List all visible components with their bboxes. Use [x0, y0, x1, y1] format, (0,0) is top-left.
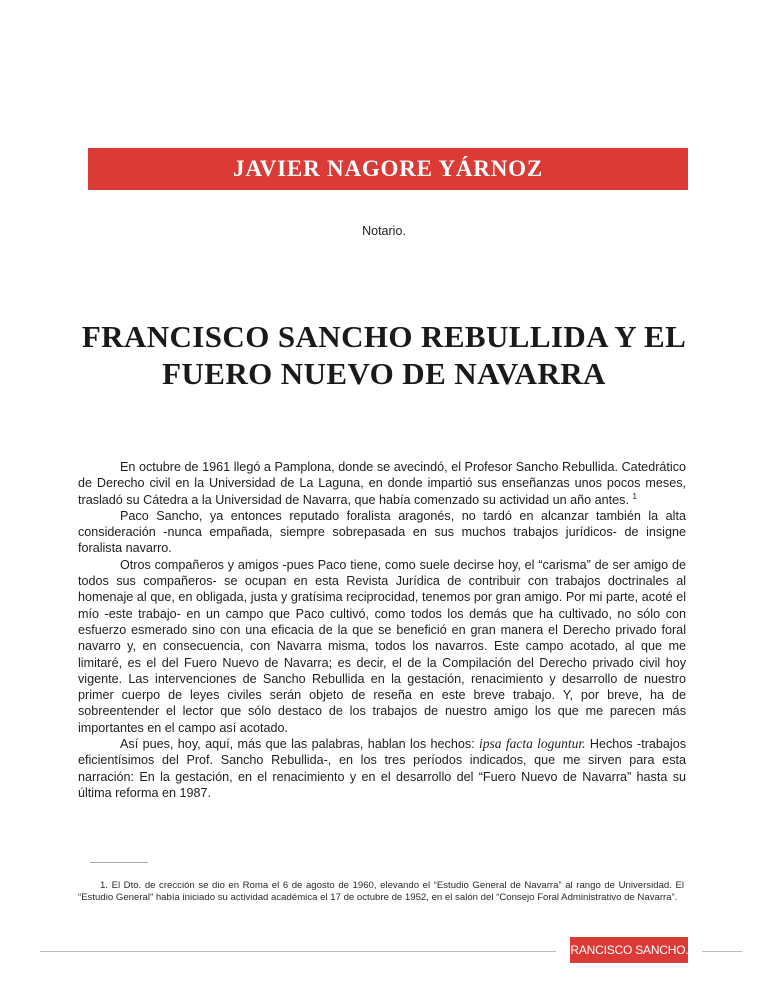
article-title — [70, 318, 698, 392]
bottom-rule-right — [702, 951, 742, 952]
footnote: 1. El Dto. de crección se dio en Roma el 6 de agosto de 1960, elevando el “Estudio General de Navarra” al rango de Universidad. El “Estudio General” había iniciado su actividad académica el 17 de octubre de 1952, en el salón del “Consejo Foral Administrativo de Navarra”. — [78, 880, 684, 903]
running-head: FRANCISCO SANCHO... — [563, 943, 695, 957]
bottom-rule-left — [40, 951, 556, 952]
article-body — [78, 459, 686, 801]
paragraph-3: Otros compañeros y amigos -pues Paco tiene, como suele decirse hoy, el “carisma” de ser amigo de todos sus compañeros- se ocupan en esta Revista Jurídica de contribuir con trabajos doctrinales al homenaje al que, en obligada, justa y gratísima reciprocidad, tenemos por gran amigo. Por mi parte, acoté el mío -este trabajo- en un campo que Paco cultivó, como todos los demás que ha cultivado, no sólo con esfuerzo esmerado sino con una eficacia de la que se benefició en gran manera el Derecho privado foral navarro y, en consecuencia, con Navarra misma, todos los navarros. Este campo acotado, al que me limitaré, es el del Fuero Nuevo de Navarra; es decir, el de la Compilación del Derecho privado civil hoy vigente. Las intervenciones de Sancho Rebullida en la gestación, renacimiento y desarrollo de nuestro primer cuerpo de leyes civiles serán objeto de reseña en este breve trabajo. Y, por breve, ha de sobreentender el lector que sólo destaco de los trabajos de nuestro amigo los que me parecen más importantes en el campo así acotado. — [78, 557, 686, 735]
paragraph-2: Paco Sancho, ya entonces reputado foralista aragonés, no tardó en alcanzar también la alta consideración -nunca empañada, siempre sobrepasada en sus muchos trabajos jurídicos- de insigne foralista navarro. — [78, 508, 686, 556]
author-banner — [88, 148, 688, 190]
paragraph-4-text: Hechos -trabajos eficientísimos del Prof. Sancho Rebullida-, en los tres períodos indicados, que me sirven para esta narración: En la gestación, en el renacimiento y en el desarrollo del “Fuero Nuevo de Navarra” hasta su última reforma en 1987. — [78, 737, 687, 800]
author-name: JAVIER NAGORE YÁRNOZ — [233, 156, 543, 181]
latin-phrase: ipsa facta loguntur. — [479, 736, 586, 752]
running-head-badge — [563, 937, 695, 963]
paragraph-4-lead: Así pues, hoy, aquí, más que las palabras, hablan los hechos: — [120, 737, 475, 752]
paragraph-4 — [78, 736, 686, 801]
title-line-1: FRANCISCO SANCHO REBULLIDA Y EL — [81, 319, 687, 354]
author-affiliation: Notario. — [362, 224, 406, 238]
footnote-separator — [90, 862, 148, 863]
footnote-reference: 1 — [632, 491, 637, 501]
paragraph-1-text: En octubre de 1961 llegó a Pamplona, donde se avecindó, el Profesor Sancho Rebullida. Catedrático de Derecho civil en la Universidad de La Laguna, en donde impartió sus enseñanzas unos pocos meses, trasladó su Cátedra a la Universidad de Navarra, que había comenzado su actividad un año antes. — [78, 460, 686, 507]
paragraph-1 — [78, 459, 686, 508]
title-line-2: FUERO NUEVO DE NAVARRA — [162, 356, 606, 391]
